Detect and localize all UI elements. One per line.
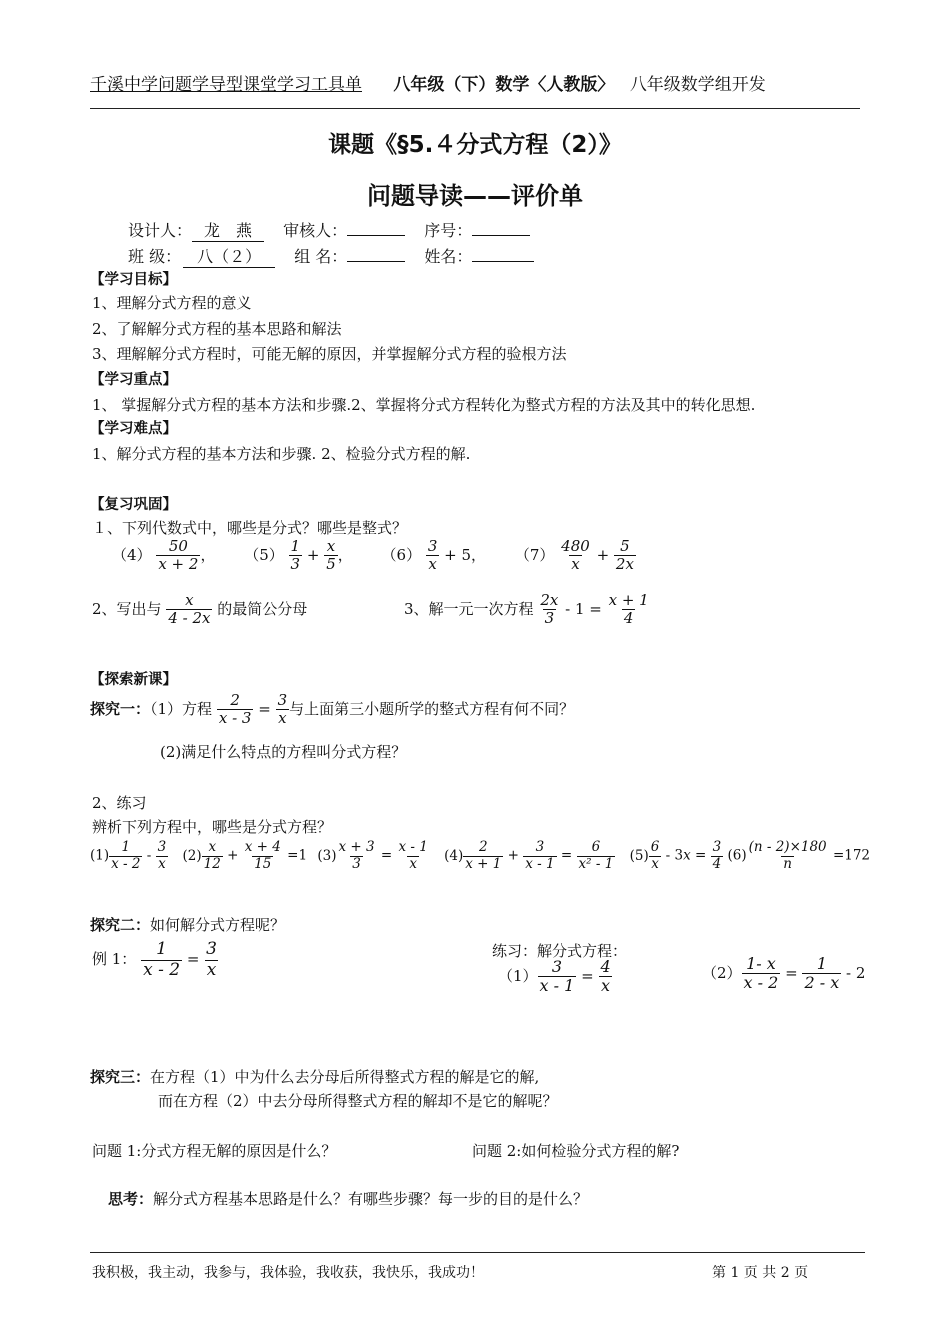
q2-fraction: $\frac{x}{4 - 2x}$ — [168, 591, 211, 628]
e1-lhs: $\frac{2}{x - 3}$ — [218, 691, 252, 728]
info-row-2 — [128, 244, 534, 268]
ex-ex1-rhs: $\frac{4}{x}$ — [600, 957, 611, 996]
expr-5b: $\frac{x}{5}$ — [326, 537, 336, 574]
expr-7a: $\frac{480}{x}$ — [561, 537, 590, 574]
pe1a: $\frac{1}{x - 2}$ — [111, 839, 141, 872]
exercise-1: （1） $\frac{3}{x - 1}$ = $\frac{4}{x}$ — [498, 957, 611, 996]
think — [108, 1188, 588, 1209]
pe5a: $\frac{6}{x}$ — [650, 839, 660, 872]
q2-text-a: 2、写出与 — [92, 599, 162, 618]
explore-one-2: (2)满足什么特点的方程叫分式方程？ — [160, 743, 407, 761]
think-label: 思考： — [108, 1190, 154, 1208]
explore-one-text-a: （1）方程 — [150, 699, 213, 718]
expr-7b: $\frac{5}{2x}$ — [615, 537, 634, 574]
pe4a: $\frac{2}{x + 1}$ — [465, 839, 502, 872]
explore-one: 探究一：（1）方程 $\frac{2}{x - 3}$ = $\frac{3}{x}$ 与上面第三小题所学的整式方程有何不同？ — [90, 691, 575, 728]
page-title: 课题《§5.４分式方程（2）》 — [328, 132, 622, 158]
explore-three-2: 而在方程（2）中去分母所得整式方程的解却不是它的解呢？ — [158, 1092, 558, 1110]
footer-page: 第 1 页 共 2 页 — [712, 1265, 809, 1281]
ex1-rhs: $\frac{3}{x}$ — [206, 939, 217, 980]
pe1b: $\frac{3}{x}$ — [157, 839, 167, 872]
review-q3: 3、解一元一次方程 $\frac{2x}{3}$ - 1 = $\frac{x + 1}{4}$ — [404, 591, 649, 628]
serial-blank[interactable] — [472, 235, 530, 236]
pe3b: $\frac{x - 1}{x}$ — [398, 839, 428, 872]
expr-4: $\frac{50}{x + 2}$ — [158, 537, 199, 574]
identify-text: 辨析下列方程中，哪些是分式方程？ — [92, 818, 333, 836]
info-row-1 — [128, 218, 530, 242]
explore-two-text: 如何解分式方程呢？ — [150, 916, 286, 934]
key-points-heading: 【学习重点】 — [90, 372, 177, 388]
example-label: 例 1： — [92, 950, 137, 969]
practice-label: 2、练习 — [92, 794, 147, 812]
goal-item: 3、理解解分式方程时，可能无解的原因，并掌握解分式方程的验根方法 — [92, 345, 567, 363]
serial-label: 序号： — [424, 221, 473, 240]
q3-lhs: $\frac{2x}{3}$ — [540, 591, 559, 628]
ex1-lhs: $\frac{1}{x - 2}$ — [143, 939, 181, 980]
designer-label: 设计人： — [128, 221, 193, 240]
expr-label-6: （6） — [381, 545, 422, 564]
header-school: 千溪中学问题学导型课堂学习工具单 — [90, 75, 362, 95]
review-q1: １、下列代数式中，哪些是分式？哪些是整式？ — [92, 519, 408, 537]
explore-three-text-a: 在方程（1）中为什么去分母后所得整式方程的解是它的解, — [150, 1068, 540, 1086]
footer-rule — [90, 1252, 865, 1253]
expr-5a: $\frac{1}{3}$ — [290, 537, 301, 574]
explore-two — [90, 914, 285, 935]
pe2a: $\frac{x}{12}$ — [203, 839, 221, 872]
class-value: 八（２） — [183, 244, 275, 268]
reviewer-label: 审核人： — [283, 221, 348, 240]
expr-6: $\frac{3}{x}$ — [427, 537, 438, 574]
ex-ex2-lhs: $\frac{1- x}{x - 2}$ — [743, 954, 779, 993]
ex-ex1-lhs: $\frac{3}{x - 1}$ — [539, 957, 575, 996]
e1-rhs: $\frac{3}{x}$ — [277, 691, 288, 728]
explore-two-label: 探究二： — [90, 916, 151, 934]
pe2b: $\frac{x + 4}{15}$ — [244, 839, 281, 872]
pe4c: $\frac{6}{\text{x² - 1}}$ — [578, 839, 614, 872]
think-text: 解分式方程基本思路是什么？有哪些步骤？每一步的目的是什么？ — [153, 1190, 589, 1208]
goals-heading: 【学习目标】 — [90, 272, 177, 288]
header-group: 八年级数学组开发 — [629, 75, 766, 95]
group-label: 组 名： — [294, 247, 348, 266]
review-expressions: （4） $\frac{50}{x + 2}$ ， （5） $\frac{1}{3}$ + $\frac{x}{5}$ ， （6） $\frac{3}{x}$ + 5， （7） $\frac{480}{x}$ + $\frac{5}{2x}$ — [112, 537, 634, 574]
ex-ex2-rhs: $\frac{1}{2 - x}$ — [804, 954, 840, 993]
goal-item: 2、了解解分式方程的基本思路和解法 — [92, 320, 342, 338]
header-rule — [90, 108, 860, 109]
explore-heading: 【探索新课】 — [90, 672, 177, 688]
page-header — [90, 70, 766, 95]
practice-equations: (1) $\frac{1}{x - 2}$ - $\frac{3}{x}$ (2) $\frac{x}{12}$ + $\frac{x + 4}{15}$ =1 (3) $\frac{x + 3}{3}$ = $\frac{x - 1}{x}$ (4) $\frac{2}{x + 1}$ + $\frac{3}{x - 1}$ = $\frac{6}{\text{x² - 1}}$ (5) $\frac{6}{x}$ - 3x = $\frac{3}{4}$ (6) $\frac{(n - 2)\times 180}{n}$ =172 — [90, 839, 871, 872]
footer-slogan: 我积极，我主动，我参与，我体验，我收获，我快乐，我成功！ — [92, 1265, 484, 1281]
goal-item: 1、理解分式方程的意义 — [92, 294, 252, 312]
exercise-label: 练习：解分式方程： — [492, 942, 628, 960]
key-points-text: 1、 掌握解分式方程的基本方法和步骤.2、掌握将分式方程转化为整式方程的方法及其中的转化思想. — [92, 396, 756, 414]
expr-label-4: （4） — [112, 545, 152, 564]
example-1: 例 1： $\frac{1}{x - 2}$ = $\frac{3}{x}$ — [92, 939, 217, 980]
page-subtitle: 问题导读——评价单 — [367, 182, 583, 210]
explore-three-label: 探究三： — [90, 1068, 151, 1086]
difficulties-heading: 【学习难点】 — [90, 421, 177, 437]
name-blank[interactable] — [472, 261, 534, 262]
q2-text-b: 的最简公分母 — [217, 599, 308, 618]
class-label: 班 级： — [128, 247, 182, 266]
explore-one-text-b: 与上面第三小题所学的整式方程有何不同？ — [289, 699, 575, 718]
question-1: 问题 1:分式方程无解的原因是什么？ — [92, 1142, 337, 1160]
pe6: $\frac{(n - 2)\times 180}{n}$ — [748, 839, 827, 872]
pe3a: $\frac{x + 3}{3}$ — [338, 839, 375, 872]
review-q2 — [92, 592, 307, 628]
group-blank[interactable] — [347, 261, 405, 262]
pe4b: $\frac{3}{x - 1}$ — [525, 839, 555, 872]
explore-three — [90, 1066, 539, 1087]
explore-one-label: 探究一： — [90, 699, 151, 718]
question-2: 问题 2:如何检验分式方程的解? — [472, 1142, 680, 1160]
reviewer-blank[interactable] — [347, 235, 405, 236]
q3-rhs: $\frac{x + 1}{4}$ — [608, 591, 649, 628]
name-label: 姓名： — [424, 247, 473, 266]
q3-text: 3、解一元一次方程 — [404, 599, 534, 618]
designer-value: 龙 燕 — [192, 218, 264, 242]
pe5b: $\frac{3}{4}$ — [712, 839, 722, 872]
review-heading: 【复习巩固】 — [90, 497, 177, 513]
expr-label-5: （5） — [244, 545, 284, 564]
expr-label-7: （7） — [514, 545, 555, 564]
difficulties-text: 1、解分式方程的基本方法和步骤. 2、检验分式方程的解. — [92, 445, 471, 463]
header-course: 八年级（下）数学〈人教版〉 — [393, 75, 615, 95]
exercise-2: （2） $\frac{1- x}{x - 2}$ = $\frac{1}{2 - x}$ - 2 — [702, 954, 866, 993]
